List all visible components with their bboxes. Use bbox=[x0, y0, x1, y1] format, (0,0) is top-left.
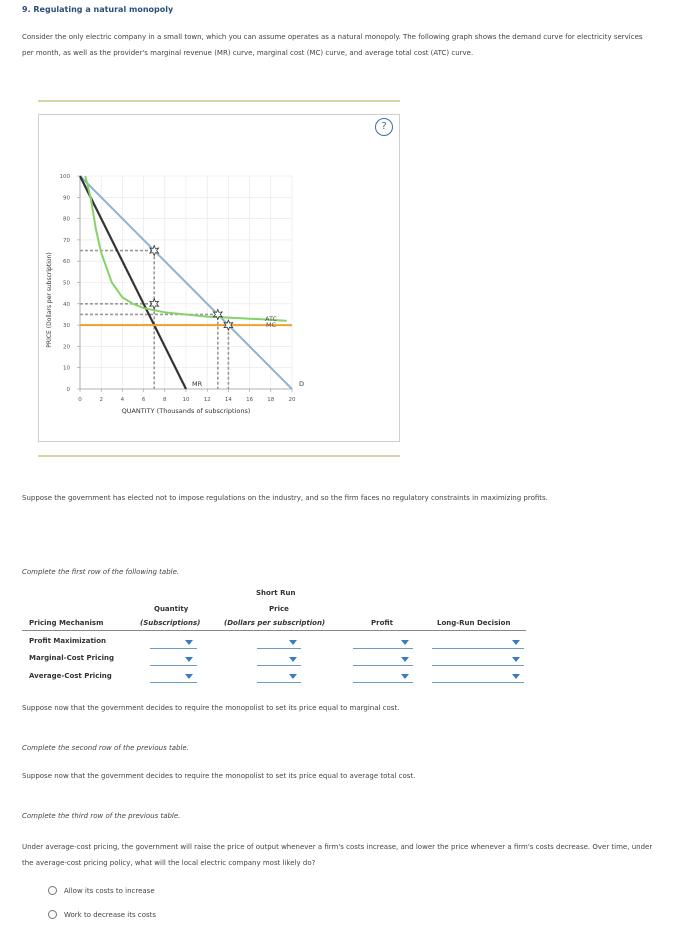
x-axis-label: QUANTITY (Thousands of subscriptions) bbox=[121, 407, 251, 415]
dropdown-longrun-profit-max[interactable] bbox=[432, 637, 524, 649]
x-tick-label: 10 bbox=[182, 397, 190, 403]
price-header: Price bbox=[269, 605, 289, 613]
chevron-down-icon bbox=[289, 657, 297, 662]
y-tick-label: 50 bbox=[63, 280, 70, 287]
question-title: 9. Regulating a natural monopoly bbox=[22, 5, 174, 14]
dropdown-quantity-ac-pricing[interactable] bbox=[150, 671, 197, 683]
instruction-second-row: Complete the second row of the previous table. bbox=[22, 744, 189, 752]
y-tick-label: 40 bbox=[63, 301, 70, 308]
radio-decrease-costs[interactable] bbox=[48, 910, 57, 919]
pricing-mechanism-header: Pricing Mechanism bbox=[29, 619, 104, 627]
y-tick-label: 80 bbox=[63, 216, 70, 223]
quantity-subheader: (Subscriptions) bbox=[140, 619, 201, 627]
chevron-down-icon bbox=[289, 640, 297, 645]
mc-label: MC bbox=[266, 321, 277, 329]
graph-bottom-rule bbox=[38, 455, 400, 457]
y-tick-label: 90 bbox=[63, 195, 70, 202]
chevron-down-icon bbox=[289, 674, 297, 679]
x-tick-label: 18 bbox=[267, 397, 275, 403]
y-tick-label: 100 bbox=[59, 174, 70, 180]
profit-header: Profit bbox=[371, 619, 393, 627]
y-tick-label: 20 bbox=[63, 344, 70, 351]
instruction-first-row: Complete the first row of the following table. bbox=[22, 568, 180, 576]
option-label: Allow its costs to increase bbox=[64, 886, 155, 895]
dropdown-price-profit-max[interactable] bbox=[257, 637, 301, 649]
y-axis-label: PRICE (Dollars per subscription) bbox=[46, 252, 53, 348]
final-question: Under average-cost pricing, the government will raise the price of output whenever a firm's costs increase, and lower the price whenever a firm's costs decrease. Over time, under the average-cost pricing policy, what will the local electric company most likely do? bbox=[22, 843, 653, 867]
x-tick-labels bbox=[78, 389, 296, 403]
mr-label: MR bbox=[192, 380, 203, 388]
dashed-guide bbox=[80, 251, 154, 389]
chevron-down-icon bbox=[512, 674, 520, 679]
graph-svg bbox=[38, 114, 398, 440]
dropdown-price-ac-pricing[interactable] bbox=[257, 671, 301, 683]
dropdown-quantity-profit-max[interactable] bbox=[150, 637, 197, 649]
dropdown-quantity-mc-pricing[interactable] bbox=[150, 654, 197, 666]
y-tick-labels bbox=[60, 174, 81, 393]
x-tick-label: 4 bbox=[120, 397, 125, 403]
y-tick-label: 30 bbox=[63, 323, 70, 330]
dropdown-profit-profit-max[interactable] bbox=[353, 637, 413, 649]
row-label-average-cost-pricing: Average-Cost Pricing bbox=[29, 672, 112, 680]
d-label: D bbox=[299, 380, 305, 388]
option-decrease-costs[interactable] bbox=[48, 910, 156, 919]
dropdown-longrun-ac-pricing[interactable] bbox=[432, 671, 524, 683]
quantity-header: Quantity bbox=[154, 605, 189, 613]
question-intro: Consider the only electric company in a small town, which you can assume operates as a natural monopoly. The following graph shows the demand curve for electricity services per month, as well as the provider's marginal revenue (MR) curve, marginal cost (MC) curve, and average total cost (ATC) curve. bbox=[22, 33, 643, 57]
chevron-down-icon bbox=[512, 640, 520, 645]
x-tick-label: 12 bbox=[203, 397, 211, 403]
price-subheader: (Dollars per subscription) bbox=[224, 619, 326, 627]
x-tick-label: 16 bbox=[246, 397, 254, 403]
dropdown-profit-mc-pricing[interactable] bbox=[353, 654, 413, 666]
x-tick-label: 0 bbox=[78, 397, 82, 403]
chevron-down-icon bbox=[401, 674, 409, 679]
y-tick-label: 70 bbox=[63, 237, 70, 244]
x-tick-label: 2 bbox=[99, 397, 103, 403]
x-tick-label: 20 bbox=[288, 397, 296, 403]
x-tick-label: 8 bbox=[163, 397, 167, 403]
dropdown-profit-ac-pricing[interactable] bbox=[353, 671, 413, 683]
chevron-down-icon bbox=[512, 657, 520, 662]
dashed-guides bbox=[80, 251, 228, 389]
chevron-down-icon bbox=[401, 657, 409, 662]
row-label-marginal-cost-pricing: Marginal-Cost Pricing bbox=[29, 654, 114, 662]
y-tick-label: 10 bbox=[63, 365, 70, 372]
y-tick-label: 60 bbox=[63, 259, 70, 266]
option-label: Work to decrease its costs bbox=[64, 910, 157, 919]
dropdown-price-mc-pricing[interactable] bbox=[257, 654, 301, 666]
scenario-ac-pricing: Suppose now that the government decides to require the monopolist to set its price equal to average total cost. bbox=[22, 772, 416, 780]
atc-label: ATC bbox=[265, 315, 278, 323]
instruction-third-row: Complete the third row of the previous table. bbox=[22, 812, 181, 820]
option-allow-costs-increase[interactable] bbox=[48, 886, 155, 895]
scenario-no-regulation: Suppose the government has elected not to impose regulations on the industry, and so the firm faces no regulatory constraints in maximizing profits. bbox=[22, 494, 548, 502]
row-label-profit-maximization: Profit Maximization bbox=[29, 637, 106, 645]
dropdown-longrun-mc-pricing[interactable] bbox=[432, 654, 524, 666]
chevron-down-icon bbox=[401, 640, 409, 645]
chevron-down-icon bbox=[185, 640, 193, 645]
graph-top-rule bbox=[38, 100, 400, 102]
x-tick-label: 6 bbox=[141, 397, 146, 403]
table-header-rule bbox=[22, 630, 526, 631]
chevron-down-icon bbox=[185, 657, 193, 662]
chevron-down-icon bbox=[185, 674, 193, 679]
x-tick-label: 14 bbox=[224, 397, 232, 403]
help-icon[interactable]: ? bbox=[375, 118, 393, 136]
radio-allow-costs-increase[interactable] bbox=[48, 886, 57, 895]
long-run-header: Long-Run Decision bbox=[437, 619, 511, 627]
y-tick-label: 0 bbox=[66, 387, 70, 393]
short-run-header: Short Run bbox=[256, 589, 296, 597]
scenario-mc-pricing: Suppose now that the government decides to require the monopolist to set its price equal to marginal cost. bbox=[22, 704, 400, 712]
